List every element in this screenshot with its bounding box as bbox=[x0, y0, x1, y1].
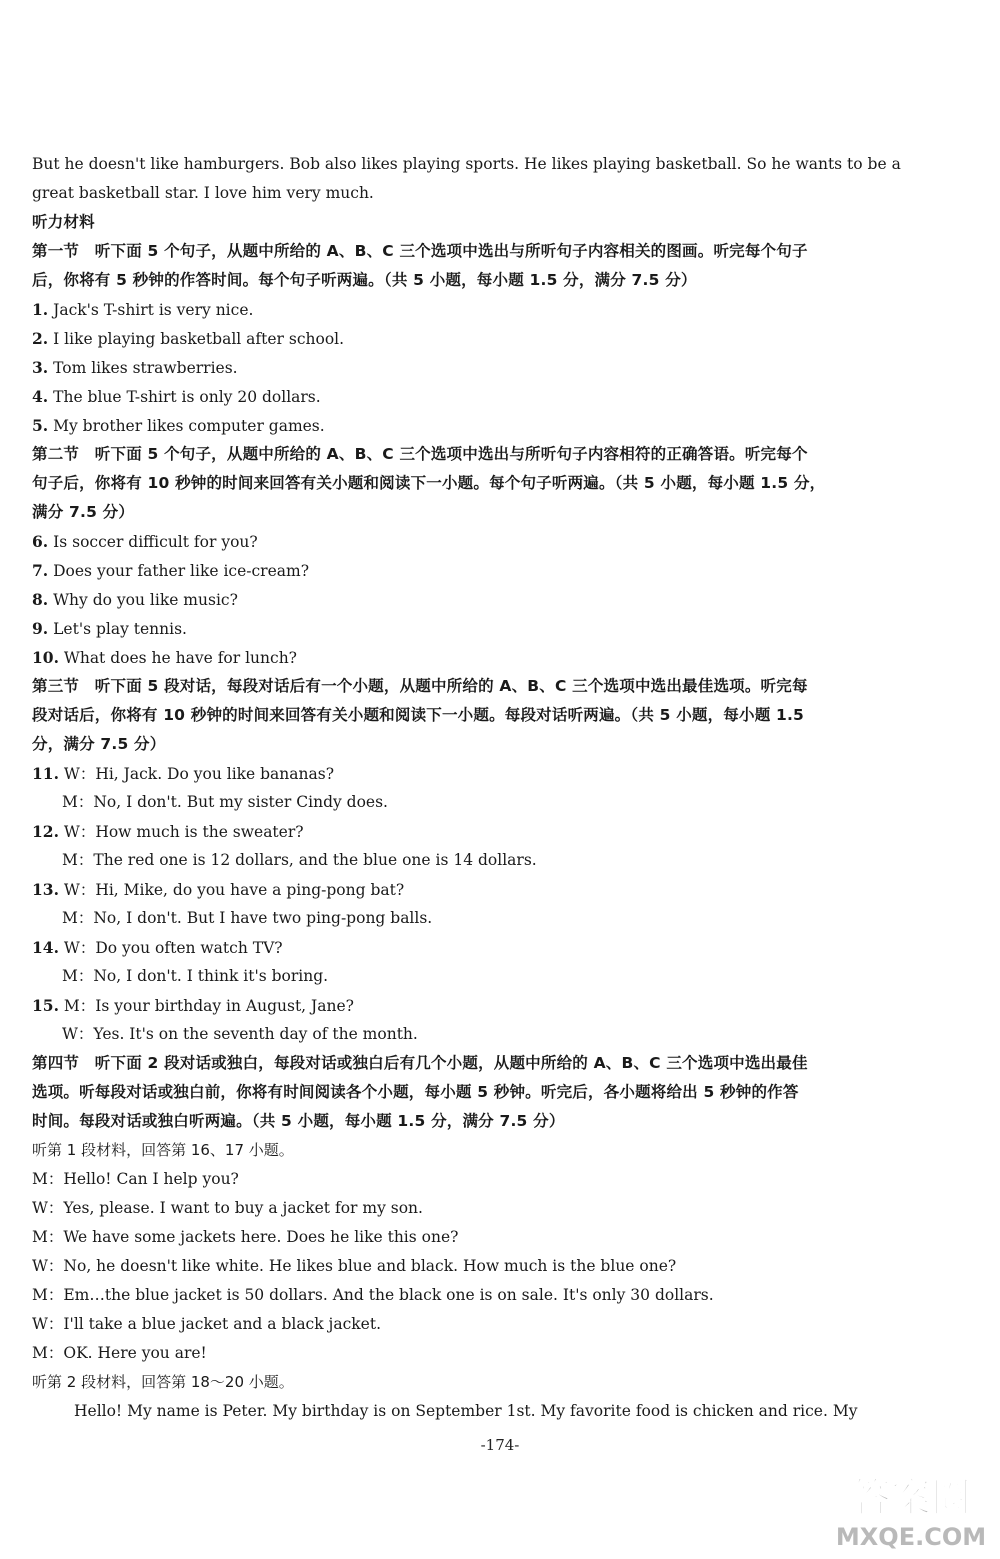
section3-heading-line-2: 段对话后，你将有 10 秒钟的时间来回答有关小题和阅读下一小题。每段对话听两遍。（共 5 小题，每小题 1.5 bbox=[32, 706, 805, 724]
question-14-reply: M：No, I don't. I think it's boring. bbox=[62, 967, 329, 985]
question-10 bbox=[32, 643, 898, 672]
question-number: 9. bbox=[32, 619, 49, 638]
question-14 bbox=[32, 933, 898, 962]
page-content bbox=[32, 150, 901, 1426]
question-6 bbox=[32, 527, 898, 556]
question-number: 7. bbox=[32, 561, 49, 580]
question-number: 10. bbox=[32, 648, 59, 667]
dialogue-line-2: W：Yes, please. I want to buy a jacket for my son. bbox=[32, 1199, 423, 1217]
section1-heading-line-1: 第一节 听下面 5 个句子，从题中所给的 A、B、C 三个选项中选出与所听句子内容相关的图画。听完每个句子 bbox=[32, 242, 808, 260]
question-number: 13. bbox=[32, 880, 59, 899]
question-11 bbox=[32, 759, 898, 788]
intro-line-2: great basketball star. I love him very much. bbox=[32, 184, 374, 202]
section3-heading-line-1: 第三节 听下面 5 段对话，每段对话后有一个小题，从题中所给的 A、B、C 三个选项中选出最佳选项。听完每 bbox=[32, 677, 808, 695]
dialogue-line: M：Is your birthday in August, Jane? bbox=[63, 997, 354, 1015]
question-text: My brother likes computer games. bbox=[53, 417, 325, 435]
question-2 bbox=[32, 324, 898, 353]
section2-heading-line-2: 句子后，你将有 10 秒钟的时间来回答有关小题和阅读下一小题。每个句子听两遍。（共 5 小题，每小题 1.5 分， bbox=[32, 474, 826, 492]
question-text: Jack's T-shirt is very nice. bbox=[53, 301, 254, 319]
dialogue-line: W：Hi, Mike, do you have a ping-pong bat? bbox=[63, 881, 405, 899]
question-3 bbox=[32, 353, 898, 382]
dialogue-line-6: W：I'll take a blue jacket and a black jacket. bbox=[32, 1315, 382, 1333]
question-text: Does your father like ice-cream? bbox=[53, 562, 310, 580]
dialogue-line: W：Do you often watch TV? bbox=[63, 939, 283, 957]
dialogue-line-1: M：Hello! Can I help you? bbox=[32, 1170, 239, 1188]
section4-heading-line-3: 时间。每段对话或独白听两遍。（共 5 小题，每小题 1.5 分，满分 7.5 分） bbox=[32, 1112, 565, 1130]
question-number: 1. bbox=[32, 300, 49, 319]
section2-heading-line-3: 满分 7.5 分） bbox=[32, 503, 135, 521]
material-1-label: 听第 1 段材料，回答第 16、17 小题。 bbox=[32, 1141, 294, 1159]
question-number: 12. bbox=[32, 822, 59, 841]
listening-material-title: 听力材料 bbox=[32, 213, 95, 231]
question-number: 11. bbox=[32, 764, 59, 783]
question-text: Tom likes strawberries. bbox=[53, 359, 238, 377]
question-number: 15. bbox=[32, 996, 59, 1015]
question-15-reply: W：Yes. It's on the seventh day of the month. bbox=[62, 1025, 418, 1043]
svg-text:MXQE.COM: MXQE.COM bbox=[836, 1523, 986, 1551]
question-text: What does he have for lunch? bbox=[63, 649, 297, 667]
question-number: 3. bbox=[32, 358, 49, 377]
watermark-logo bbox=[836, 1463, 986, 1553]
question-number: 5. bbox=[32, 416, 49, 435]
intro-line-1: But he doesn't like hamburgers. Bob also likes playing sports. He likes playing basketball. So he wants to be a bbox=[32, 155, 901, 173]
question-12 bbox=[32, 817, 898, 846]
svg-text:答案圈: 答案圈 bbox=[851, 1475, 971, 1521]
question-text: Let's play tennis. bbox=[53, 620, 187, 638]
dialogue-line-3: M：We have some jackets here. Does he like this one? bbox=[32, 1228, 459, 1246]
section3-heading-line-3: 分，满分 7.5 分） bbox=[32, 735, 166, 753]
question-text: The blue T-shirt is only 20 dollars. bbox=[53, 388, 321, 406]
question-7 bbox=[32, 556, 898, 585]
page-number: -174- bbox=[480, 1436, 520, 1454]
section2-heading-line-1: 第二节 听下面 5 个句子，从题中所给的 A、B、C 三个选项中选出与所听句子内容相符的正确答语。听完每个 bbox=[32, 445, 808, 463]
section4-heading-line-2: 选项。听每段对话或独白前，你将有时间阅读各个小题，每小题 5 秒钟。听完后，各小题将给出 5 秒钟的作答 bbox=[32, 1083, 799, 1101]
question-number: 14. bbox=[32, 938, 59, 957]
dialogue-line-5: M：Em…the blue jacket is 50 dollars. And the black one is on sale. It's only 30 dollars. bbox=[32, 1286, 714, 1304]
question-text: I like playing basketball after school. bbox=[53, 330, 345, 348]
question-4 bbox=[32, 382, 898, 411]
section4-heading-line-1: 第四节 听下面 2 段对话或独白，每段对话或独白后有几个小题，从题中所给的 A、B、C 三个选项中选出最佳 bbox=[32, 1054, 808, 1072]
monologue-text: Hello! My name is Peter. My birthday is on September 1st. My favorite food is chicken and rice. My bbox=[74, 1402, 858, 1420]
question-1 bbox=[32, 295, 898, 324]
section1-heading-line-2: 后，你将有 5 秒钟的作答时间。每个句子听两遍。（共 5 小题，每小题 1.5 分，满分 7.5 分） bbox=[32, 271, 697, 289]
question-8 bbox=[32, 585, 898, 614]
question-number: 6. bbox=[32, 532, 49, 551]
question-12-reply: M：The red one is 12 dollars, and the blue one is 14 dollars. bbox=[62, 851, 537, 869]
question-number: 4. bbox=[32, 387, 49, 406]
dialogue-line-4: W：No, he doesn't like white. He likes blue and black. How much is the blue one? bbox=[32, 1257, 677, 1275]
dialogue-line: W：Hi, Jack. Do you like bananas? bbox=[63, 765, 335, 783]
dialogue-line: W：How much is the sweater? bbox=[63, 823, 304, 841]
question-11-reply: M：No, I don't. But my sister Cindy does. bbox=[62, 793, 388, 811]
question-15 bbox=[32, 991, 898, 1020]
question-5 bbox=[32, 411, 898, 440]
question-13-reply: M：No, I don't. But I have two ping-pong balls. bbox=[62, 909, 433, 927]
question-number: 2. bbox=[32, 329, 49, 348]
question-number: 8. bbox=[32, 590, 49, 609]
dialogue-line-7: M：OK. Here you are! bbox=[32, 1344, 207, 1362]
question-9 bbox=[32, 614, 898, 643]
question-text: Is soccer difficult for you? bbox=[53, 533, 258, 551]
material-2-label: 听第 2 段材料，回答第 18～20 小题。 bbox=[32, 1373, 294, 1391]
question-13 bbox=[32, 875, 898, 904]
question-text: Why do you like music? bbox=[53, 591, 238, 609]
